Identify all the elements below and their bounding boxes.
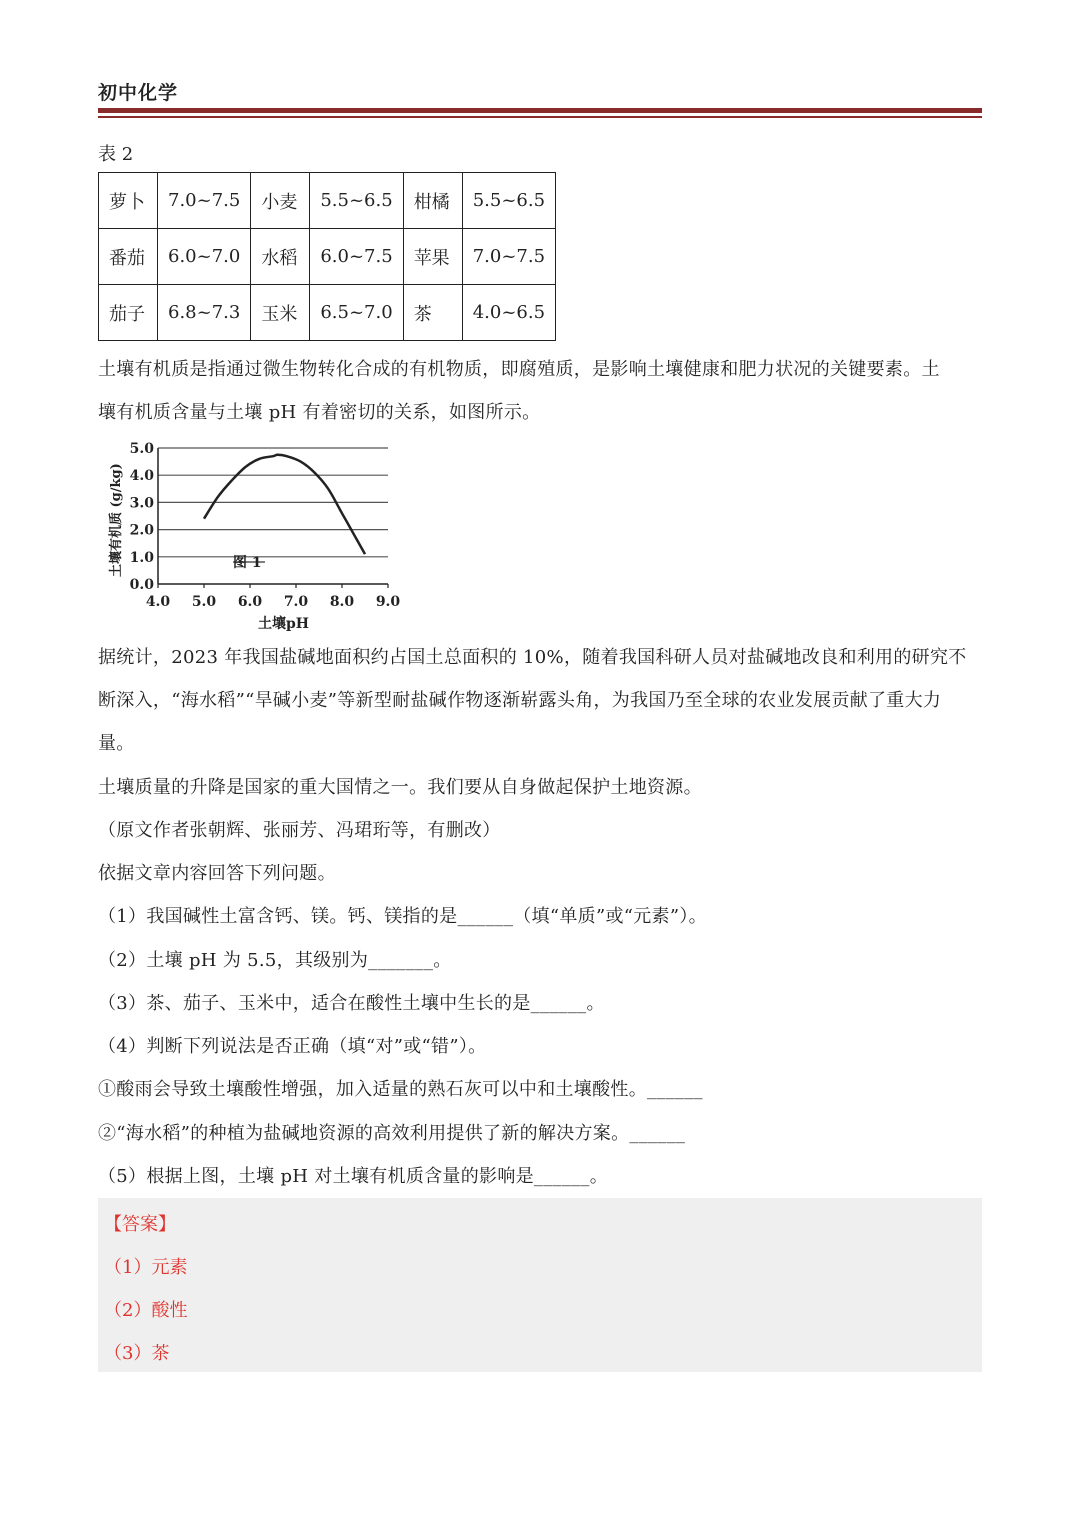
ph-range-cell: 6.0~7.0	[158, 229, 251, 285]
crop-name-cell: 小麦	[251, 173, 310, 229]
x-tick-label: 6.0	[237, 594, 263, 610]
question-4-statement-2: ②“海水稻”的种植为盐碱地资源的高效利用提供了新的解决方案。______	[98, 1123, 686, 1144]
organic-matter-line-1: 土壤有机质是指通过微生物转化合成的有机物质，即腐殖质，是影响土壤健康和肥力状况的关键要素。土	[98, 359, 940, 380]
y-tick-label: 0.0	[129, 577, 154, 593]
subject-title: 初中化学	[98, 82, 179, 104]
ph-range-cell: 5.5~6.5	[462, 173, 555, 229]
table-row	[99, 285, 556, 341]
question-4: （4）判断下列说法是否正确（填“对”或“错”）。	[98, 1036, 487, 1057]
answer-panel	[98, 1198, 982, 1372]
ph-range-cell: 6.8~7.3	[158, 285, 251, 341]
y-tick-label: 4.0	[129, 468, 154, 485]
answer-2: （2）酸性	[104, 1300, 188, 1321]
table-caption: 表 2	[98, 144, 134, 165]
chart-svg	[100, 436, 410, 636]
ph-range-cell: 7.0~7.5	[462, 229, 555, 285]
statistics-line-2: 断深入，“海水稻”“旱碱小麦”等新型耐盐碱作物逐渐崭露头角，为我国乃至全球的农业发展贡献了重大力	[98, 690, 942, 711]
soil-quality-paragraph: 土壤质量的升降是国家的重大国情之一。我们要从自身做起保护土地资源。	[98, 777, 702, 798]
header-divider-thin	[98, 116, 982, 118]
organic-matter-line-2: 壤有机质含量与土壤 pH 有着密切的关系，如图所示。	[98, 402, 541, 423]
organic-matter-chart	[100, 436, 410, 636]
x-tick-label: 5.0	[191, 594, 217, 610]
x-tick-label: 9.0	[375, 594, 401, 610]
series-line	[204, 455, 365, 554]
chart-title: 图 1	[233, 555, 262, 571]
answer-heading: 【答案】	[104, 1214, 176, 1235]
crop-name-cell: 苹果	[403, 229, 462, 285]
question-3: （3）茶、茄子、玉米中，适合在酸性土壤中生长的是______。	[98, 993, 605, 1014]
table-row	[99, 173, 556, 229]
crop-name-cell: 茶	[403, 285, 462, 341]
crop-name-cell: 茄子	[99, 285, 158, 341]
ph-range-cell: 4.0~6.5	[462, 285, 555, 341]
y-tick-label: 5.0	[129, 441, 154, 457]
y-axis-label: 土壤有机质 (g/kg)	[109, 463, 124, 577]
ph-range-cell: 5.5~6.5	[310, 173, 403, 229]
statistics-line-3: 量。	[98, 733, 135, 754]
answer-3: （3）茶	[104, 1343, 170, 1364]
instruction-text: 依据文章内容回答下列问题。	[98, 863, 336, 884]
y-tick-label: 2.0	[129, 522, 154, 539]
y-tick-label: 1.0	[129, 549, 154, 566]
crop-ph-table	[98, 172, 556, 341]
x-axis-label: 土壤pH	[258, 616, 310, 632]
ph-range-cell: 6.0~7.5	[310, 229, 403, 285]
question-1: （1）我国碱性土富含钙、镁。钙、镁指的是______（填“单质”或“元素”）。	[98, 906, 707, 927]
x-tick-label: 7.0	[283, 594, 309, 610]
x-tick-label: 8.0	[329, 594, 355, 610]
ph-range-cell: 7.0~7.5	[158, 173, 251, 229]
crop-name-cell: 柑橘	[403, 173, 462, 229]
table-row	[99, 229, 556, 285]
answer-1: （1）元素	[104, 1257, 188, 1278]
question-4-statement-1: ①酸雨会导致土壤酸性增强，加入适量的熟石灰可以中和土壤酸性。______	[98, 1079, 703, 1100]
y-tick-label: 3.0	[129, 495, 154, 512]
x-tick-label: 4.0	[145, 594, 171, 610]
question-5: （5）根据上图，土壤 pH 对土壤有机质含量的影响是______。	[98, 1166, 609, 1187]
crop-name-cell: 番茄	[99, 229, 158, 285]
crop-name-cell: 水稻	[251, 229, 310, 285]
statistics-line-1: 据统计，2023 年我国盐碱地面积约占国土总面积的 10%，随着我国科研人员对盐碱地改良和利用的研究不	[98, 647, 967, 668]
crop-name-cell: 玉米	[251, 285, 310, 341]
question-2: （2）土壤 pH 为 5.5，其级别为_______。	[98, 950, 452, 971]
header-divider	[98, 108, 982, 113]
source-note: （原文作者张朝辉、张丽芳、冯珺珩等，有删改）	[98, 820, 501, 841]
ph-range-cell: 6.5~7.0	[310, 285, 403, 341]
crop-name-cell: 萝卜	[99, 173, 158, 229]
